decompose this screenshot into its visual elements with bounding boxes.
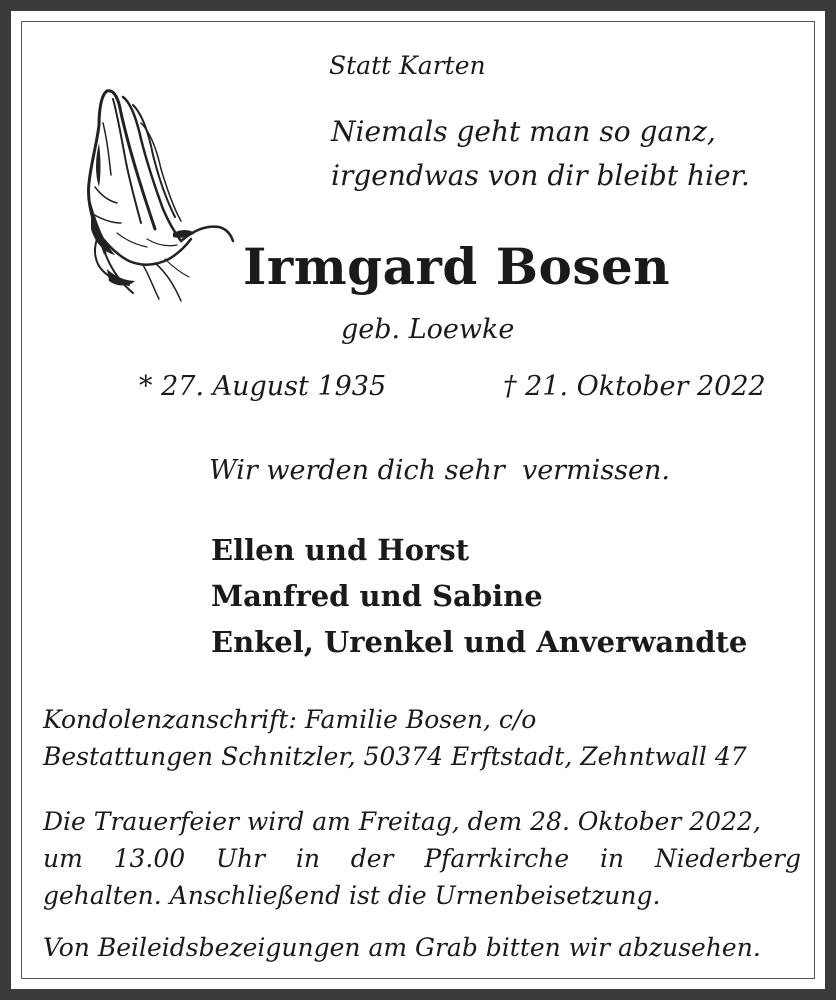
verse-line-2: irgendwas von dir bleibt hier. — [331, 159, 750, 192]
service-word: Niederberg — [654, 844, 801, 873]
service-word: Uhr — [215, 844, 266, 873]
service-line-2 — [43, 844, 801, 873]
intro-text: Statt Karten — [329, 51, 486, 80]
death-date: † 21. Oktober 2022 — [503, 371, 766, 402]
verse-line-1: Niemals geht man so ganz, — [331, 115, 716, 148]
service-word: in — [295, 844, 320, 873]
closing-request: Von Beileidsbezeigungen am Grab bitten wir abzusehen. — [43, 933, 761, 962]
mourner-line: Ellen und Horst — [211, 533, 470, 567]
mourner-line: Enkel, Urenkel und Anverwandte — [211, 625, 748, 659]
service-line-3: gehalten. Anschließend ist die Urnenbeisetzung. — [43, 881, 661, 910]
service-word: Pfarrkirche — [424, 844, 570, 873]
birth-date: * 27. August 1935 — [139, 371, 387, 402]
condolence-address-line-2: Bestattungen Schnitzler, 50374 Erftstadt, Zehntwall 47 — [43, 742, 747, 771]
maiden-name: geb. Loewke — [341, 314, 515, 345]
service-word: der — [350, 844, 394, 873]
farewell-message: Wir werden dich sehr vermissen. — [209, 455, 670, 486]
praying-hands-icon — [77, 83, 237, 308]
service-word: in — [599, 844, 625, 873]
service-word: 13.00 — [113, 844, 186, 873]
service-word: um — [43, 844, 83, 873]
mourner-line: Manfred und Sabine — [211, 579, 543, 613]
condolence-address-line-1: Kondolenzanschrift: Familie Bosen, c/o — [43, 705, 537, 734]
deceased-name: Irmgard Bosen — [243, 237, 671, 296]
service-line-1: Die Trauerfeier wird am Freitag, dem 28. Oktober 2022, — [43, 807, 761, 836]
